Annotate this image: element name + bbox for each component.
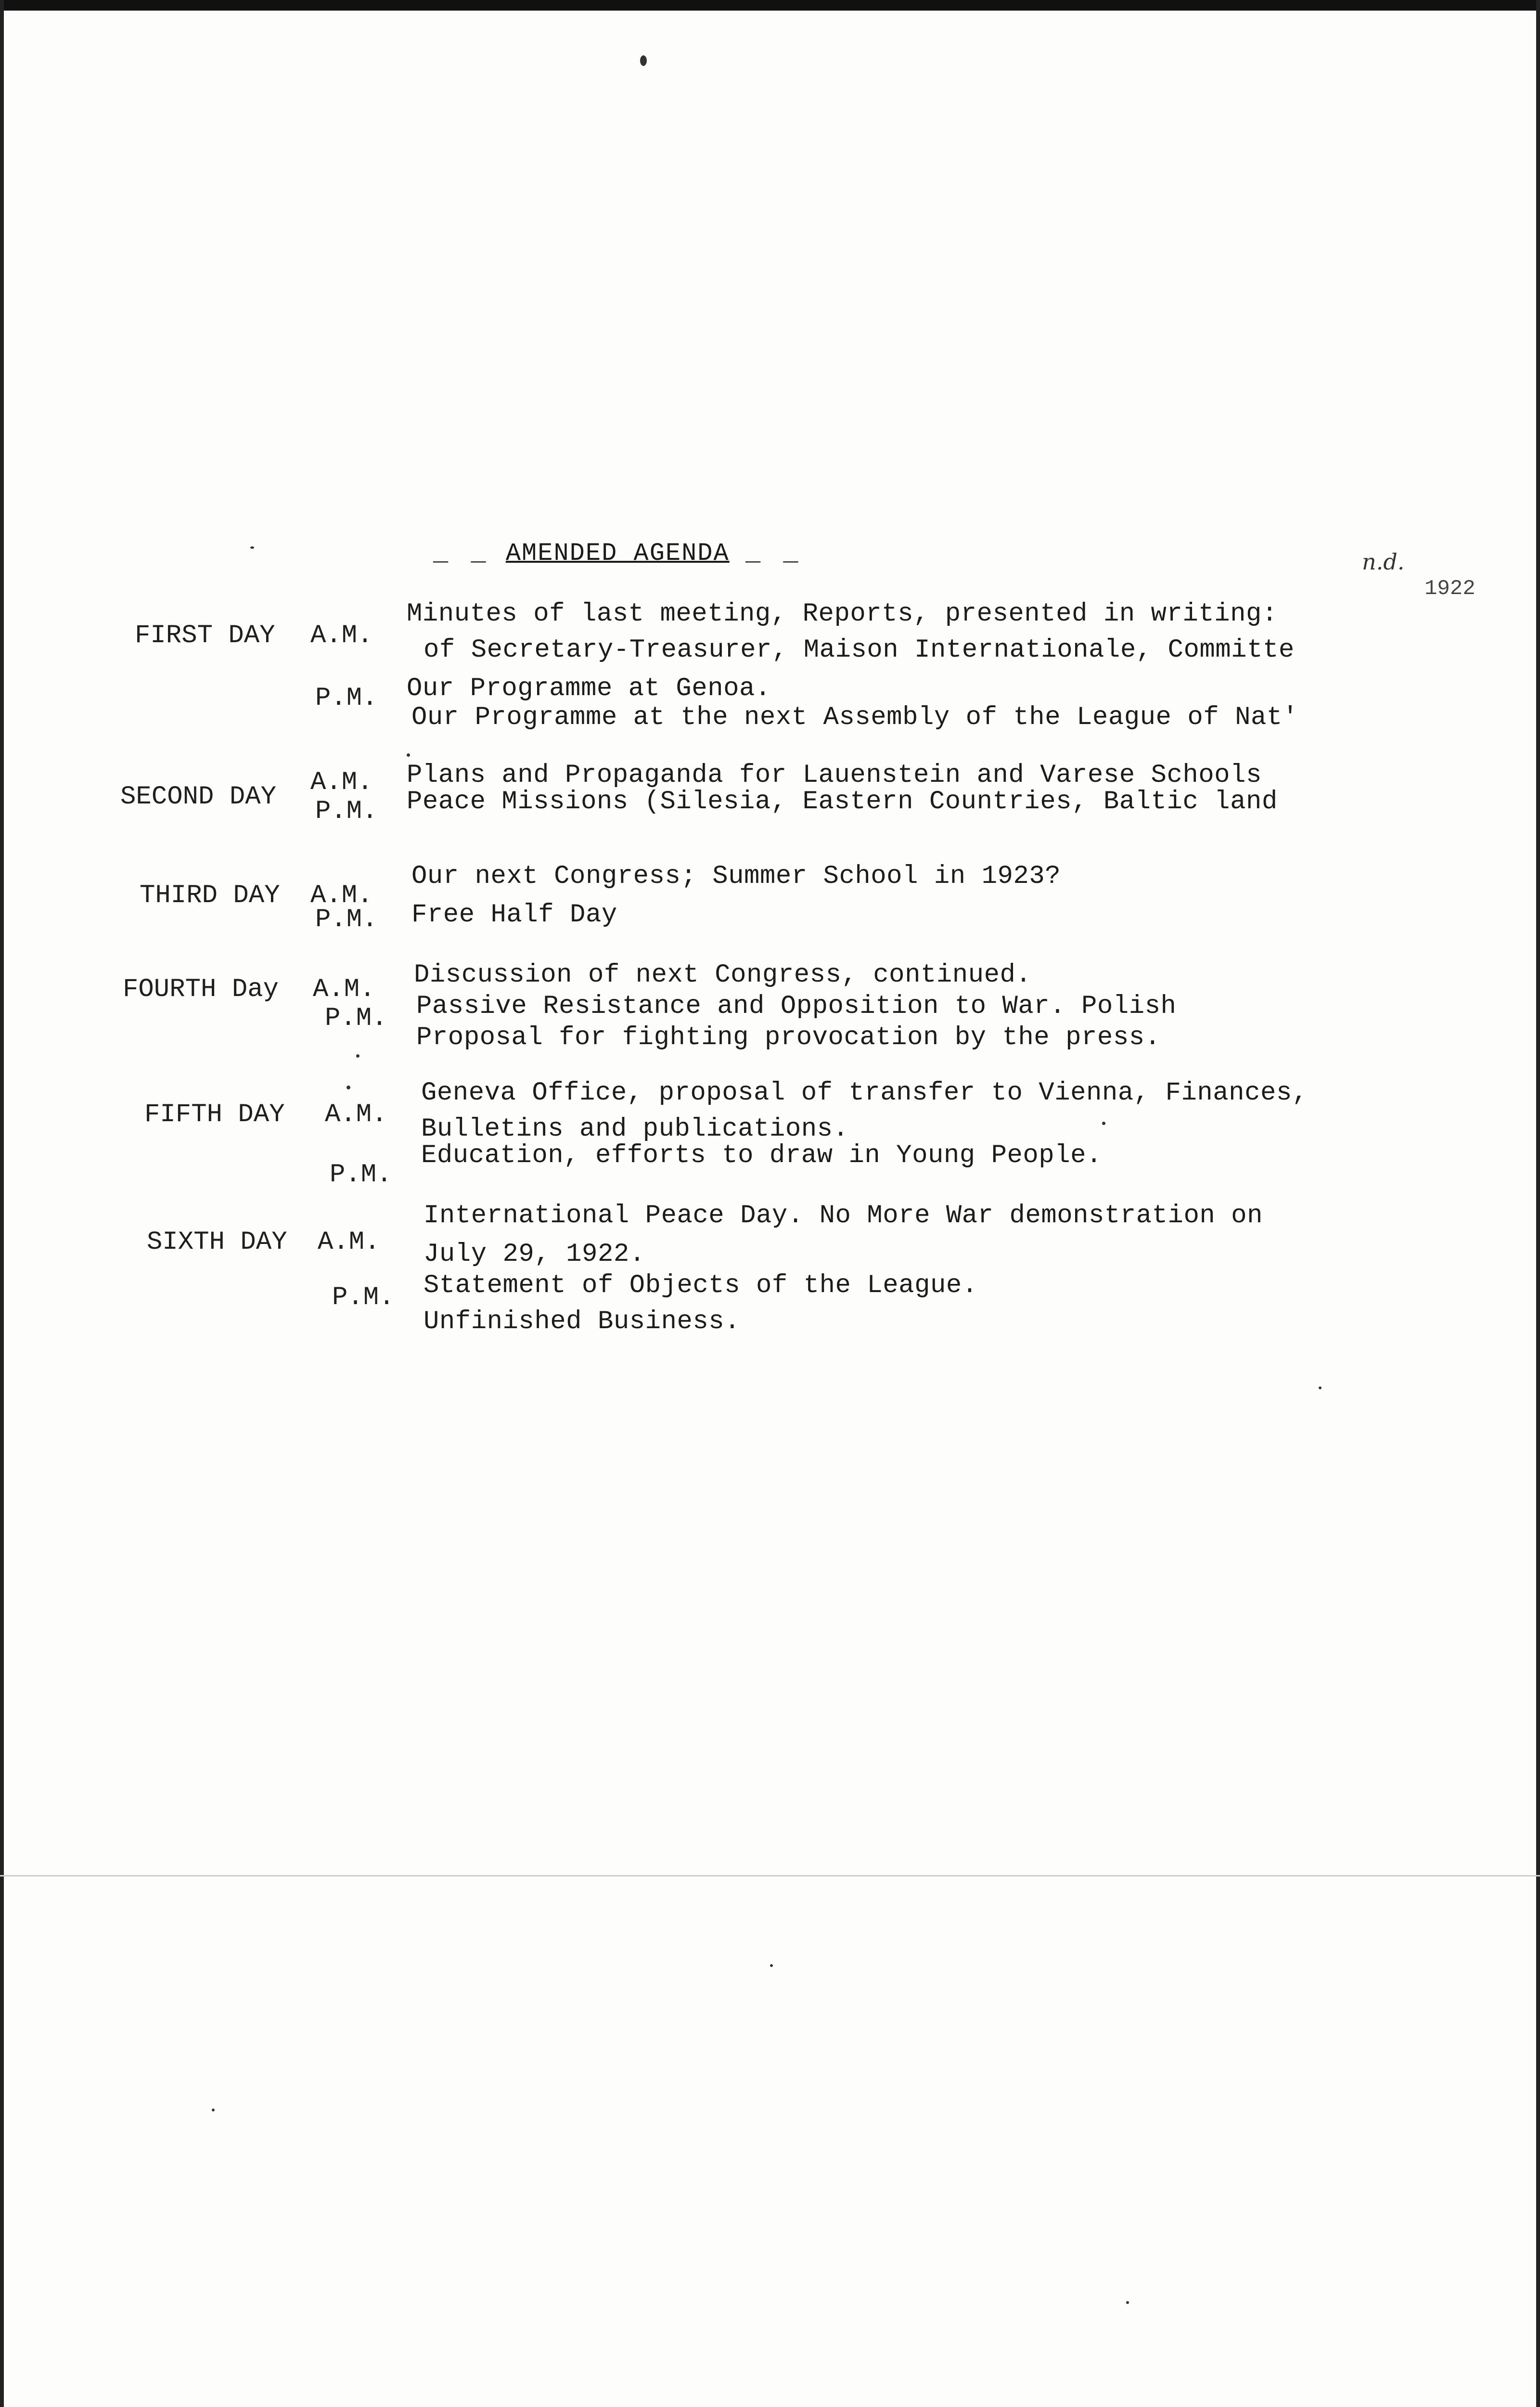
period-label: A.M. bbox=[318, 1228, 380, 1257]
ink-speck bbox=[1319, 1386, 1322, 1389]
day-label: SIXTH DAY bbox=[147, 1228, 287, 1257]
period-label: P.M. bbox=[332, 1283, 395, 1312]
agenda-item-text: Minutes of last meeting, Reports, presented in writing: bbox=[407, 599, 1278, 629]
day-label: FOURTH Day bbox=[123, 975, 279, 1004]
ink-speck bbox=[212, 2109, 215, 2111]
ink-speck bbox=[1102, 1122, 1105, 1125]
agenda-item-text: Proposal for fighting provocation by the press. bbox=[416, 1023, 1161, 1052]
agenda-item-text: Statement of Objects of the League. bbox=[424, 1271, 978, 1300]
agenda-item-text: Peace Missions (Silesia, Eastern Countries, Baltic land bbox=[407, 787, 1278, 816]
agenda-item-text: Passive Resistance and Opposition to War. Polish bbox=[416, 992, 1177, 1021]
period-label: A.M. bbox=[310, 621, 373, 650]
day-label: SECOND DAY bbox=[120, 782, 277, 812]
agenda-item-text: Free Half Day bbox=[411, 900, 617, 930]
ink-speck bbox=[770, 1964, 773, 1967]
period-label: P.M. bbox=[325, 1004, 387, 1033]
scan-border-left bbox=[0, 0, 4, 2407]
agenda-item-text: Our Programme at Genoa. bbox=[407, 674, 771, 703]
period-label: P.M. bbox=[330, 1160, 392, 1190]
agenda-item-text: Geneva Office, proposal of transfer to Vienna, Finances, bbox=[421, 1078, 1308, 1108]
agenda-item-text: Education, efforts to draw in Young People. bbox=[421, 1141, 1102, 1170]
handwritten-margin-note: n.d. bbox=[1362, 549, 1405, 575]
scan-border-top bbox=[0, 0, 1540, 11]
agenda-item-text: of Secretary-Treasurer, Maison Internationale, Committe bbox=[424, 635, 1295, 665]
title-dashes-right: _ _ bbox=[745, 539, 802, 568]
ink-speck bbox=[640, 55, 647, 66]
title-text: AMENDED AGENDA bbox=[505, 539, 730, 568]
agenda-item-text: Bulletins and publications. bbox=[421, 1114, 849, 1144]
day-label: THIRD DAY bbox=[140, 881, 280, 910]
ink-speck bbox=[407, 753, 410, 757]
period-label: A.M. bbox=[325, 1100, 387, 1129]
period-label: P.M. bbox=[315, 684, 378, 713]
ink-speck bbox=[250, 546, 254, 549]
agenda-item-text: Discussion of next Congress, continued. bbox=[414, 960, 1032, 990]
page-title bbox=[433, 539, 802, 568]
day-label: FIFTH DAY bbox=[144, 1100, 285, 1129]
agenda-item-text: July 29, 1922. bbox=[424, 1240, 645, 1269]
period-label: A.M. bbox=[310, 768, 373, 797]
scan-border-right bbox=[1536, 0, 1540, 2407]
period-label: P.M. bbox=[315, 797, 378, 826]
handwritten-margin-year: 1922 bbox=[1424, 577, 1476, 601]
ink-speck bbox=[1126, 2301, 1129, 2304]
ink-speck bbox=[356, 1054, 359, 1058]
agenda-item-text: Our Programme at the next Assembly of the League of Nat' bbox=[411, 703, 1298, 732]
ink-speck bbox=[346, 1086, 350, 1089]
day-label: FIRST DAY bbox=[135, 621, 275, 650]
agenda-item-text: Our next Congress; Summer School in 1923? bbox=[411, 862, 1061, 891]
agenda-item-text: Unfinished Business. bbox=[424, 1307, 741, 1336]
agenda-item-text: International Peace Day. No More War demonstration on bbox=[424, 1201, 1263, 1230]
title-dashes-left: _ _ bbox=[433, 539, 490, 568]
period-label: P.M. bbox=[315, 905, 378, 934]
page-fold-line bbox=[0, 1875, 1540, 1876]
period-label: A.M. bbox=[313, 975, 375, 1004]
agenda-item-text: Plans and Propaganda for Lauenstein and Varese Schools bbox=[407, 761, 1262, 790]
period-label: A.M. bbox=[310, 881, 373, 910]
